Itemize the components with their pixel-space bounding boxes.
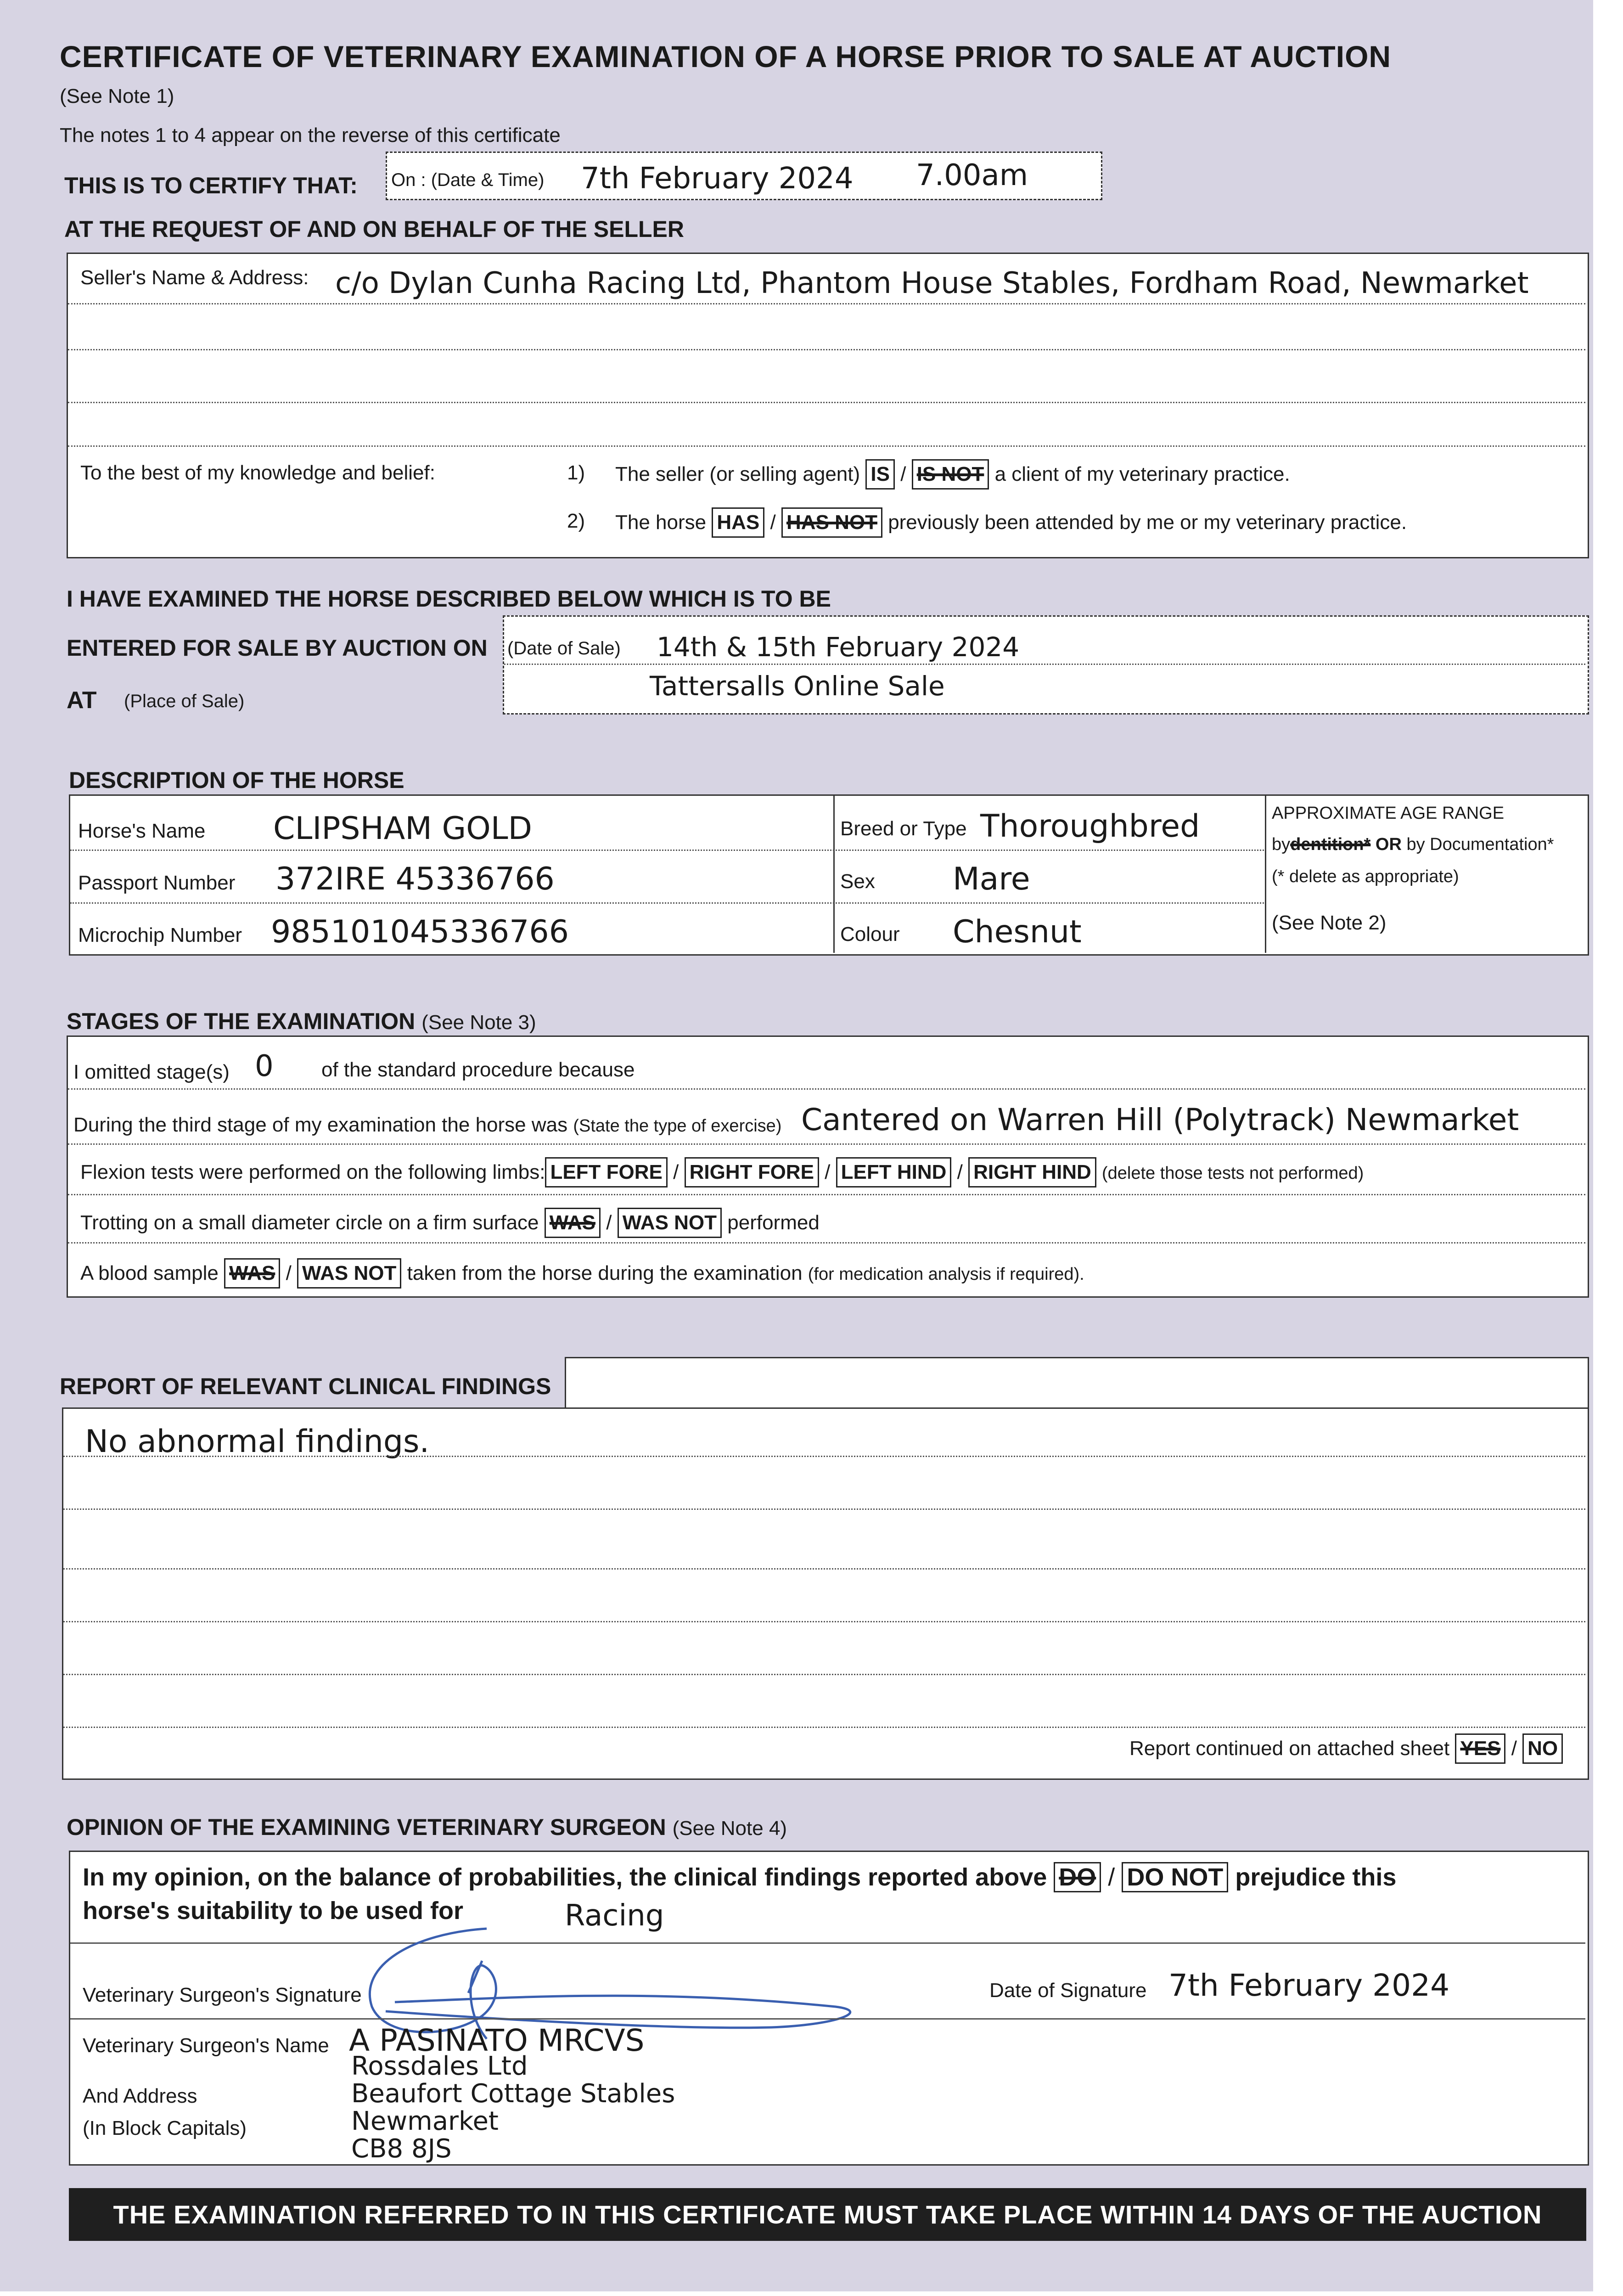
page-title: CERTIFICATE OF VETERINARY EXAMINATION OF A HORSE PRIOR TO SALE AT AUCTION — [60, 39, 1392, 73]
horse-has-not-option[interactable]: HAS NOT — [781, 507, 882, 538]
omitted-value: 0 — [255, 1049, 274, 1083]
see-note-1: (See Note 1) — [60, 85, 174, 107]
vet-address — [351, 2053, 675, 2163]
age-see-note: (See Note 2) — [1272, 912, 1387, 934]
address-line: CB8 8JS — [351, 2134, 452, 2164]
date-time-label: On : (Date & Time) — [391, 170, 545, 190]
footer-banner: THE EXAMINATION REFERRED TO IN THIS CERTIFICATE MUST TAKE PLACE WITHIN 14 DAYS OF THE AUCTION — [69, 2188, 1586, 2241]
omitted-post: of the standard procedure because — [321, 1058, 635, 1081]
flexion-left-hind[interactable]: LEFT HIND — [836, 1157, 952, 1187]
divider — [68, 1194, 1585, 1195]
age-documentation-option[interactable]: by Documentation* — [1406, 835, 1554, 854]
sale-heading-1: I HAVE EXAMINED THE HORSE DESCRIBED BELOW WHICH IS TO BE — [67, 586, 831, 612]
seller-is-option[interactable]: IS — [865, 459, 895, 490]
age-options: bydentition* OR by Documentation* — [1272, 835, 1554, 854]
opinion-line-2: horse's suitability to be used for — [83, 1897, 463, 1925]
opinion-line-1: In my opinion, on the balance of probabilities, the clinical findings reported above DO / DO NOT prejudice this — [83, 1862, 1396, 1892]
breed-label: Breed or Type — [840, 817, 967, 840]
address-line: Newmarket — [351, 2106, 499, 2136]
report-finding-text: No abnormal findings. — [85, 1424, 430, 1460]
divider — [68, 445, 1585, 447]
divider — [68, 1143, 1585, 1145]
blood-was-option[interactable]: WAS — [224, 1258, 280, 1289]
divider — [63, 1508, 1585, 1510]
report-heading: REPORT OF RELEVANT CLINICAL FINDINGS — [60, 1373, 551, 1399]
horse-has-option[interactable]: HAS — [712, 507, 764, 538]
divider — [63, 1621, 1585, 1622]
sex-label: Sex — [840, 870, 875, 893]
report-heading-box — [565, 1357, 1589, 1409]
trot-was-option[interactable]: WAS — [545, 1208, 601, 1238]
sale-at-label: AT — [67, 687, 97, 714]
horse-heading: DESCRIPTION OF THE HORSE — [69, 767, 404, 793]
address-line: Beaufort Cottage Stables — [351, 2079, 675, 2109]
seller-value: c/o Dylan Cunha Racing Ltd, Phantom House Stables, Fordham Road, Newmarket — [335, 266, 1529, 300]
exam-date: 7th February 2024 — [581, 162, 854, 196]
address-label-2: (In Block Capitals) — [83, 2117, 247, 2139]
horse-name-label: Horse's Name — [78, 820, 206, 842]
sale-place-label: (Place of Sale) — [124, 691, 245, 711]
opinion-heading: OPINION OF THE EXAMINING VETERINARY SURGEON (See Note 4) — [67, 1814, 787, 1840]
flexion-right-fore[interactable]: RIGHT FORE — [685, 1157, 819, 1187]
stages-heading: STAGES OF THE EXAMINATION (See Note 3) — [67, 1008, 536, 1034]
item-1-number: 1) — [567, 461, 585, 484]
flexion-right-hind[interactable]: RIGHT HIND — [968, 1157, 1096, 1187]
address-line: Rossdales Ltd — [351, 2051, 528, 2081]
age-dentition-option[interactable]: dentition* — [1290, 835, 1371, 854]
divider — [70, 2018, 1585, 2020]
age-delete-note: (* delete as appropriate) — [1272, 867, 1459, 886]
trotting-line: Trotting on a small diameter circle on a firm surface WAS / WAS NOT performed — [80, 1208, 820, 1238]
date-of-signature-value: 7th February 2024 — [1168, 1968, 1450, 2003]
sex-value: Mare — [953, 861, 1030, 897]
passport-label: Passport Number — [78, 872, 236, 894]
trot-was-not-option[interactable]: WAS NOT — [618, 1208, 722, 1238]
notes-line: The notes 1 to 4 appear on the reverse of this certificate — [60, 124, 561, 146]
blood-line: A blood sample WAS / WAS NOT taken from the horse during the examination (for medication analysis if required). — [80, 1258, 1084, 1289]
opinion-use-value: Racing — [565, 1899, 664, 1933]
request-line: AT THE REQUEST OF AND ON BEHALF OF THE SELLER — [64, 216, 684, 242]
divider — [70, 850, 1264, 851]
date-of-signature-label: Date of Signature — [989, 1979, 1147, 2002]
omitted-label: I omitted stage(s) — [73, 1061, 230, 1083]
horse-name-value: CLIPSHAM GOLD — [273, 810, 532, 847]
opinion-do-option[interactable]: DO — [1054, 1862, 1101, 1892]
item-2-number: 2) — [567, 510, 585, 532]
divider — [63, 1456, 1585, 1457]
blood-was-not-option[interactable]: WAS NOT — [297, 1258, 401, 1289]
third-stage-value: Cantered on Warren Hill (Polytrack) Newmarket — [801, 1102, 1519, 1137]
sale-place-value: Tattersalls Online Sale — [650, 670, 945, 702]
divider — [63, 1727, 1585, 1728]
divider — [833, 796, 835, 953]
divider — [68, 402, 1585, 403]
knowledge-label: To the best of my knowledge and belief: — [80, 461, 435, 484]
divider — [63, 1568, 1585, 1570]
microchip-value: 985101045336766 — [271, 914, 569, 950]
divider — [1265, 796, 1266, 953]
sale-date-label: (Date of Sale) — [507, 638, 621, 658]
breed-value: Thoroughbred — [980, 808, 1200, 844]
report-findings-box[interactable] — [62, 1407, 1589, 1780]
vet-name-label: Veterinary Surgeon's Name — [83, 2034, 329, 2057]
third-stage-line: During the third stage of my examination the horse was (State the type of exercise) — [73, 1114, 782, 1136]
report-continued-line: Report continued on attached sheet YES / NO — [1129, 1733, 1563, 1764]
divider — [504, 664, 1585, 665]
signature-label: Veterinary Surgeon's Signature — [83, 1984, 362, 2006]
divider — [68, 1088, 1585, 1090]
sale-heading-2: ENTERED FOR SALE BY AUCTION ON — [67, 635, 488, 661]
divider — [68, 349, 1585, 350]
horse-attended-line: The horse HAS / HAS NOT previously been attended by me or my veterinary practice. — [615, 507, 1407, 538]
age-heading: APPROXIMATE AGE RANGE — [1272, 804, 1505, 823]
colour-value: Chesnut — [953, 914, 1082, 950]
seller-is-not-option[interactable]: IS NOT — [912, 459, 989, 490]
passport-value: 372IRE 45336766 — [275, 861, 555, 897]
seller-client-line: The seller (or selling agent) IS / IS NOT a client of my veterinary practice. — [615, 459, 1290, 490]
continued-yes-option[interactable]: YES — [1455, 1733, 1505, 1764]
divider — [68, 303, 1585, 304]
certify-label: THIS IS TO CERTIFY THAT: — [64, 173, 358, 198]
exam-time: 7.00am — [916, 158, 1028, 192]
address-label-1: And Address — [83, 2085, 197, 2107]
microchip-label: Microchip Number — [78, 924, 242, 946]
colour-label: Colour — [840, 923, 900, 945]
divider — [63, 1674, 1585, 1675]
seller-label: Seller's Name & Address: — [80, 266, 309, 289]
sale-date-value: 14th & 15th February 2024 — [657, 631, 1020, 663]
opinion-do-not-option[interactable]: DO NOT — [1122, 1862, 1228, 1892]
flexion-left-fore[interactable]: LEFT FORE — [545, 1157, 667, 1187]
divider — [70, 902, 1264, 904]
divider — [68, 1242, 1585, 1244]
continued-no-option[interactable]: NO — [1522, 1733, 1563, 1764]
flexion-line: Flexion tests were performed on the following limbs: LEFT FORE / RIGHT FORE / LEFT HIND / RIGHT HIND (delete those tests not performed) — [80, 1157, 1364, 1187]
vet-name-value: A PASINATO MRCVS — [349, 2023, 645, 2058]
